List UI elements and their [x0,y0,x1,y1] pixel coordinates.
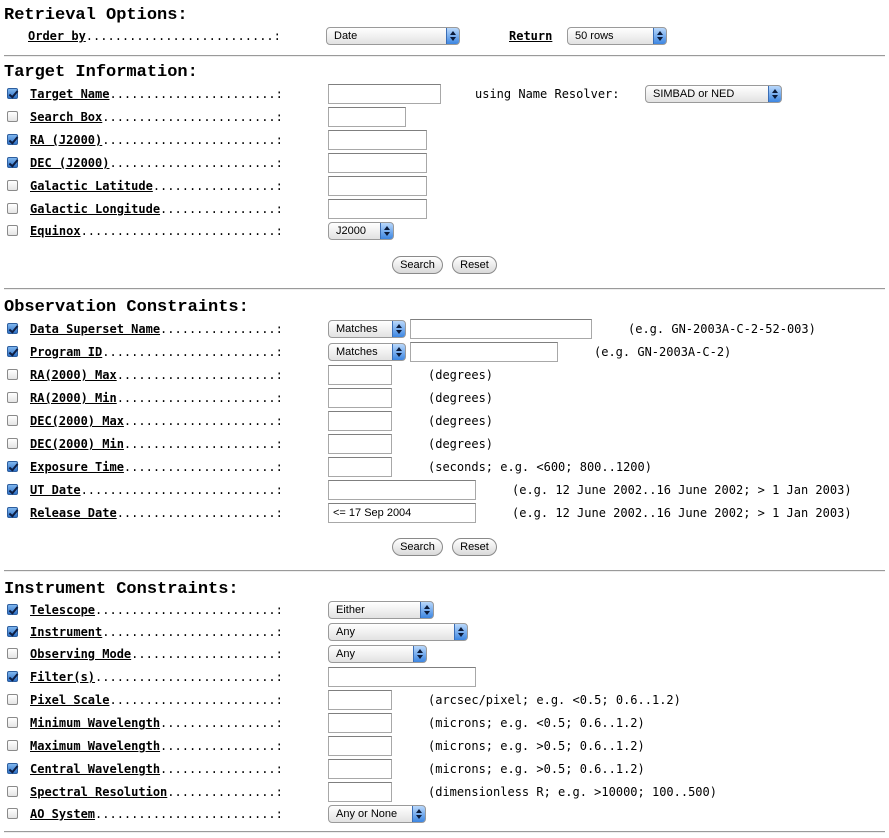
ra-min-label: RA(2000) Min......................: [30,391,283,405]
exposure-time-label: Exposure Time.....................: [30,460,283,474]
data-superset-checkbox[interactable] [7,323,18,334]
spectral-resolution-input[interactable] [328,782,392,802]
ut-date-label: UT Date...........................: [30,483,283,497]
spectral-resolution-hint: (dimensionless R; e.g. >10000; 100..500) [428,785,717,799]
divider [4,570,885,572]
dec-min-label: DEC(2000) Min.....................: [30,437,283,451]
ra-max-label: RA(2000) Max......................: [30,368,283,382]
name-resolver-select[interactable]: SIMBAD or NED [645,85,782,103]
instrument-constraints-heading: Instrument Constraints: [4,580,239,599]
target-name-input[interactable] [328,84,441,104]
min-wavelength-label: Minimum Wavelength................: [30,716,283,730]
order-by-label: Order by..........................: [28,29,281,43]
filters-input[interactable] [328,667,476,687]
release-date-label: Release Date......................: [30,506,283,520]
dec-max-label: DEC(2000) Max.....................: [30,414,283,428]
observing-mode-select[interactable]: Any [328,645,427,663]
galactic-longitude-label: Galactic Longitude................: [30,202,283,216]
equinox-checkbox[interactable] [7,225,18,236]
instrument-checkbox[interactable] [7,626,18,637]
ra-j2000-label: RA (J2000)........................: [30,133,283,147]
search-box-checkbox[interactable] [7,111,18,122]
central-wavelength-label: Central Wavelength................: [30,762,283,776]
min-wavelength-checkbox[interactable] [7,717,18,728]
retrieval-options-heading: Retrieval Options: [4,6,188,25]
divider [4,288,885,290]
name-resolver-label: using Name Resolver: [475,87,620,101]
ra-max-hint: (degrees) [428,368,494,382]
central-wavelength-hint: (microns; e.g. >0.5; 0.6..1.2) [428,762,645,776]
observing-mode-checkbox[interactable] [7,648,18,659]
exposure-time-hint: (seconds; e.g. <600; 800..1200) [428,460,652,474]
observation-search-button[interactable]: Search [392,538,443,556]
chevron-updown-icon [413,645,427,663]
telescope-select[interactable]: Either [328,601,434,619]
chevron-updown-icon [446,27,460,45]
filters-checkbox[interactable] [7,671,18,682]
search-box-label: Search Box........................: [30,110,283,124]
filters-label: Filter(s).........................: [30,670,283,684]
program-id-label: Program ID........................: [30,345,283,359]
max-wavelength-checkbox[interactable] [7,740,18,751]
ut-date-hint: (e.g. 12 June 2002..16 June 2002; > 1 Jan 2003) [512,483,852,497]
ra-max-checkbox[interactable] [7,369,18,380]
dec-j2000-checkbox[interactable] [7,157,18,168]
pixel-scale-hint: (arcsec/pixel; e.g. <0.5; 0.6..1.2) [428,693,681,707]
equinox-select[interactable]: J2000 [328,222,394,240]
central-wavelength-input[interactable] [328,759,392,779]
chevron-updown-icon [653,27,667,45]
dec-min-checkbox[interactable] [7,438,18,449]
telescope-label: Telescope.........................: [30,603,283,617]
chevron-updown-icon [380,222,394,240]
telescope-checkbox[interactable] [7,604,18,615]
dec-max-hint: (degrees) [428,414,494,428]
return-label: Return [509,29,553,43]
program-id-match-select[interactable]: Matches [328,343,406,361]
galactic-latitude-input[interactable] [328,176,427,196]
exposure-time-checkbox[interactable] [7,461,18,472]
ut-date-checkbox[interactable] [7,484,18,495]
chevron-updown-icon [392,343,406,361]
ra-max-input[interactable] [328,365,392,385]
galactic-longitude-checkbox[interactable] [7,203,18,214]
target-search-button[interactable]: Search [392,256,443,274]
return-select[interactable]: 50 rows [567,27,667,45]
chevron-updown-icon [412,805,426,823]
dec-j2000-input[interactable] [328,153,427,173]
target-information-heading: Target Information: [4,63,198,82]
target-name-checkbox[interactable] [7,88,18,99]
galactic-latitude-checkbox[interactable] [7,180,18,191]
release-date-checkbox[interactable] [7,507,18,518]
ao-system-checkbox[interactable] [7,808,18,819]
observing-mode-label: Observing Mode....................: [30,647,283,661]
observation-reset-button[interactable]: Reset [452,538,497,556]
ao-system-label: AO System.........................: [30,807,283,821]
pixel-scale-checkbox[interactable] [7,694,18,705]
ao-system-select[interactable]: Any or None [328,805,426,823]
target-name-label: Target Name.......................: [30,87,283,101]
dec-min-hint: (degrees) [428,437,494,451]
instrument-select[interactable]: Any [328,623,468,641]
central-wavelength-checkbox[interactable] [7,763,18,774]
galactic-latitude-label: Galactic Latitude.................: [30,179,283,193]
data-superset-match-select[interactable]: Matches [328,320,406,338]
instrument-label: Instrument........................: [30,625,283,639]
chevron-updown-icon [392,320,406,338]
dec-min-input[interactable] [328,434,392,454]
galactic-longitude-input[interactable] [328,199,427,219]
release-date-hint: (e.g. 12 June 2002..16 June 2002; > 1 Jan 2003) [512,506,852,520]
spectral-resolution-label: Spectral Resolution...............: [30,785,283,799]
ut-date-input[interactable] [328,480,476,500]
search-box-input[interactable] [328,107,406,127]
ra-min-checkbox[interactable] [7,392,18,403]
ra-min-hint: (degrees) [428,391,494,405]
divider [4,55,885,57]
equinox-label: Equinox...........................: [30,224,283,238]
exposure-time-input[interactable] [328,457,392,477]
target-reset-button[interactable]: Reset [452,256,497,274]
order-by-select[interactable]: Date [326,27,460,45]
ra-j2000-checkbox[interactable] [7,134,18,145]
program-id-hint: (e.g. GN-2003A-C-2) [594,345,732,359]
max-wavelength-hint: (microns; e.g. >0.5; 0.6..1.2) [428,739,645,753]
min-wavelength-hint: (microns; e.g. <0.5; 0.6..1.2) [428,716,645,730]
data-superset-hint: (e.g. GN-2003A-C-2-52-003) [628,322,816,336]
program-id-input[interactable] [410,342,558,362]
chevron-updown-icon [420,601,434,619]
program-id-checkbox[interactable] [7,346,18,357]
ra-min-input[interactable] [328,388,392,408]
ra-j2000-input[interactable] [328,130,427,150]
pixel-scale-input[interactable] [328,690,392,710]
dec-j2000-label: DEC (J2000).......................: [30,156,283,170]
chevron-updown-icon [454,623,468,641]
max-wavelength-label: Maximum Wavelength................: [30,739,283,753]
max-wavelength-input[interactable] [328,736,392,756]
data-superset-input[interactable] [410,319,592,339]
dec-max-checkbox[interactable] [7,415,18,426]
min-wavelength-input[interactable] [328,713,392,733]
pixel-scale-label: Pixel Scale.......................: [30,693,283,707]
data-superset-label: Data Superset Name................: [30,322,283,336]
dec-max-input[interactable] [328,411,392,431]
chevron-updown-icon [768,85,782,103]
observation-constraints-heading: Observation Constraints: [4,298,249,317]
release-date-input[interactable]: <= 17 Sep 2004 [328,503,476,523]
divider [4,831,885,833]
spectral-resolution-checkbox[interactable] [7,786,18,797]
